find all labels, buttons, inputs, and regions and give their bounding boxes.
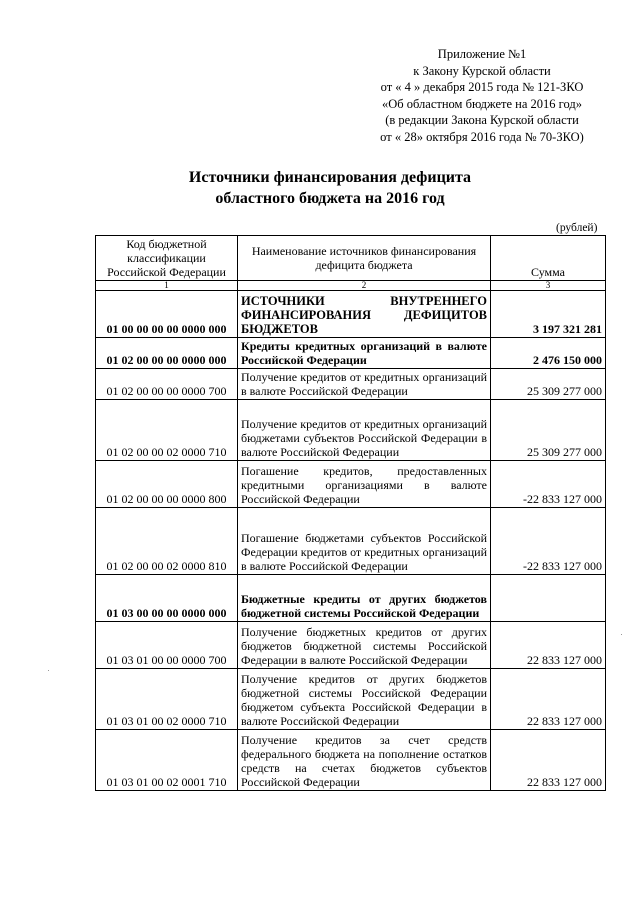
row-sum: 3 197 321 281 [491, 291, 606, 338]
column-number: 1 [96, 281, 238, 291]
row-name: Погашение кредитов, предоставленных кредитными организациями в валюте Российской Федерации [238, 461, 491, 508]
column-number: 3 [491, 281, 606, 291]
row-name: Получение кредитов от кредитных организаций в валюте Российской Федерации [238, 369, 491, 400]
row-name: Получение кредитов за счет средств федерального бюджета на пополнение остатков средств на счетах бюджетов субъектов Российской Федерации [238, 730, 491, 791]
row-code: 01 02 00 00 00 0000 800 [96, 461, 238, 508]
table-row [96, 575, 606, 622]
appendix-line: к Закону Курской области [413, 63, 551, 78]
table-row [96, 730, 606, 791]
table-row [96, 508, 606, 575]
row-code: 01 03 00 00 00 0000 000 [96, 575, 238, 622]
header-name: Наименование источников финансирования дефицита бюджета [238, 236, 491, 281]
table-row [96, 369, 606, 400]
document-title [40, 167, 620, 209]
column-number-row [96, 281, 606, 291]
row-code: 01 03 01 00 00 0000 700 [96, 622, 238, 669]
row-code: 01 00 00 00 00 0000 000 [96, 291, 238, 338]
appendix-line: от « 4 » декабря 2015 года № 121-ЗКО [380, 80, 584, 94]
table-row [96, 622, 606, 669]
row-name: ИСТОЧНИКИ ВНУТРЕННЕГО ФИНАНСИРОВАНИЯ ДЕФИЦИТОВ БЮДЖЕТОВ [238, 291, 491, 338]
appendix-header [352, 46, 612, 145]
row-code: 01 02 00 00 02 0000 710 [96, 400, 238, 461]
appendix-line: (в редакции Закона Курской области [385, 113, 579, 127]
header-sum: Сумма [491, 236, 606, 281]
row-name: Погашение бюджетами субъектов Российской Федерации кредитов от кредитных организаций в валюте Российской Федерации [238, 508, 491, 575]
scan-speck [48, 670, 49, 671]
row-sum: -22 833 127 000 [491, 461, 606, 508]
row-code: 01 03 01 00 02 0001 710 [96, 730, 238, 791]
row-name: Кредиты кредитных организаций в валюте Российской Федерации [238, 338, 491, 369]
row-sum: 22 833 127 000 [491, 730, 606, 791]
appendix-line: «Об областном бюджете на 2016 год» [382, 96, 582, 111]
header-code: Код бюджетной классификации Российской Федерации [96, 236, 238, 281]
table-row [96, 461, 606, 508]
row-sum: 22 833 127 000 [491, 669, 606, 730]
table-row [96, 338, 606, 369]
row-sum: 25 309 277 000 [491, 400, 606, 461]
row-name: Получение кредитов от других бюджетов бюджетной системы Российской Федерации бюджетом субъекта Российской Федерации в валюте Российской Федерации [238, 669, 491, 730]
row-code: 01 02 00 00 00 0000 000 [96, 338, 238, 369]
row-code: 01 02 00 00 02 0000 810 [96, 508, 238, 575]
row-sum: 22 833 127 000 [491, 622, 606, 669]
row-code: 01 02 00 00 00 0000 700 [96, 369, 238, 400]
column-number: 2 [238, 281, 491, 291]
table-row [96, 291, 606, 338]
row-name: Бюджетные кредиты от других бюджетов бюджетной системы Российской Федерации [238, 575, 491, 622]
row-name: Получение бюджетных кредитов от других бюджетов бюджетной системы Российской Федерации в валюте Российской Федерации [238, 622, 491, 669]
appendix-line: Приложение №1 [437, 47, 527, 61]
row-sum [491, 575, 606, 622]
table-row [96, 400, 606, 461]
scan-speck [621, 634, 622, 635]
row-sum: 25 309 277 000 [491, 369, 606, 400]
appendix-line: от « 28» октября 2016 года № 70-ЗКО) [380, 129, 584, 144]
row-sum: -22 833 127 000 [491, 508, 606, 575]
row-code: 01 03 01 00 02 0000 710 [96, 669, 238, 730]
financing-sources-table [95, 235, 606, 791]
row-sum: 2 476 150 000 [491, 338, 606, 369]
table-row [96, 669, 606, 730]
title-line: Источники финансирования дефицита [188, 169, 472, 186]
title-line: областного бюджета на 2016 год [215, 190, 445, 207]
table-header-row [96, 236, 606, 281]
row-name: Получение кредитов от кредитных организаций бюджетами субъектов Российской Федерации в валюте Российской Федерации [238, 400, 491, 461]
units-label: (рублей) [556, 222, 598, 234]
